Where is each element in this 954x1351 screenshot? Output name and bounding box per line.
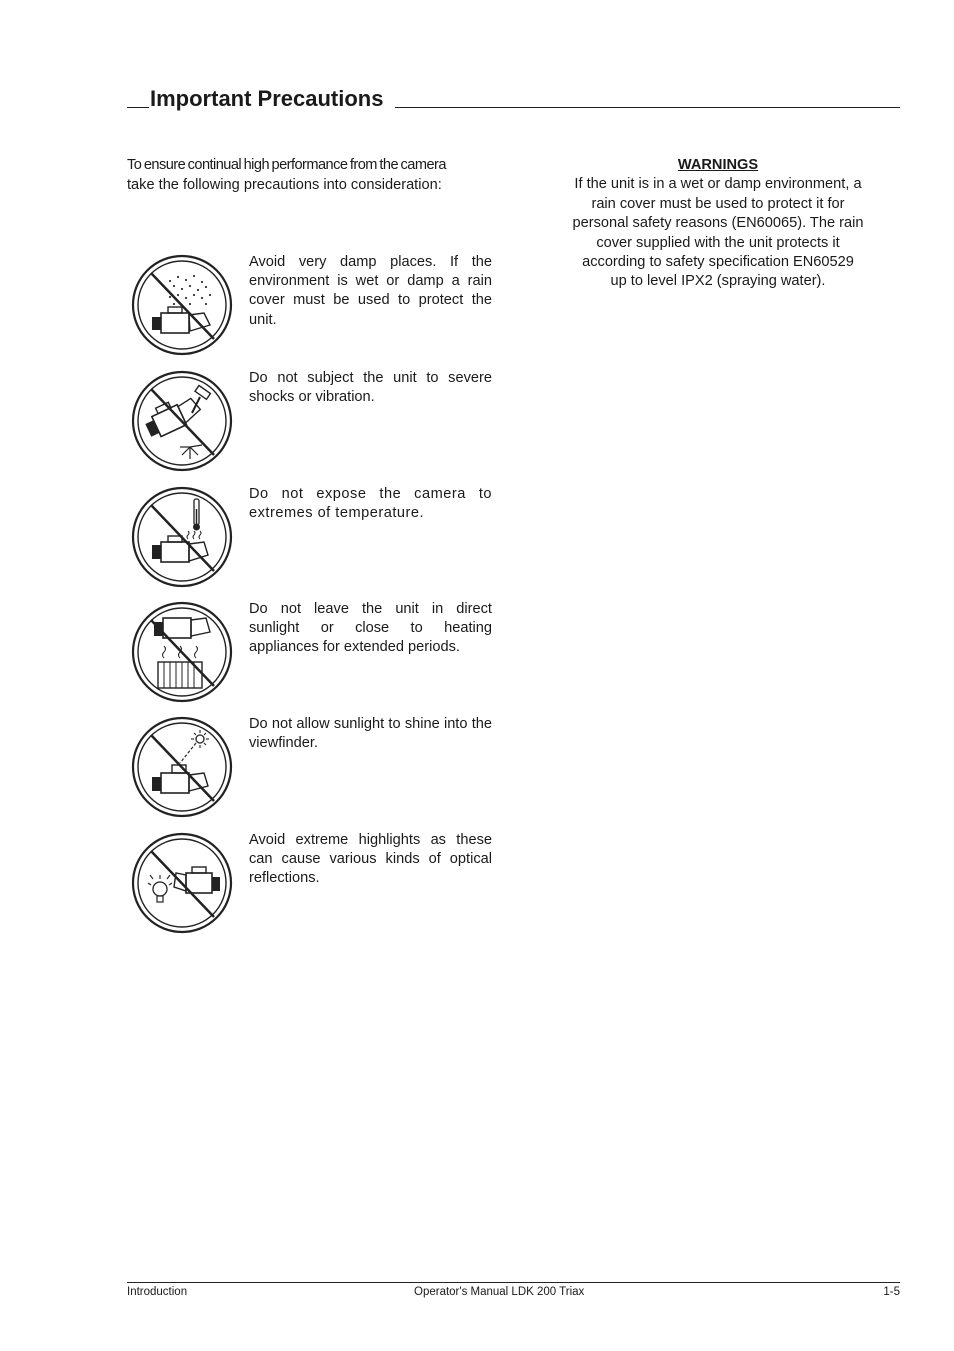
precaution-item bbox=[130, 253, 492, 357]
warnings-heading: WARNINGS bbox=[677, 157, 759, 173]
no-sun-viewfinder-icon bbox=[130, 715, 234, 819]
warnings-line: cover supplied with the unit protects it bbox=[596, 234, 840, 251]
footer-section: Introduction bbox=[127, 1286, 188, 1298]
no-heat-icon bbox=[130, 600, 234, 704]
warnings-line: If the unit is in a wet or damp environment, a bbox=[574, 176, 862, 193]
warnings-line: personal safety reasons (EN60065). The rain bbox=[572, 215, 864, 232]
precaution-item bbox=[130, 831, 492, 935]
precaution-item bbox=[130, 600, 492, 704]
precaution-text: Avoid very damp places. If the environment is wet or damp a rain cover must be used to protect the unit. bbox=[249, 254, 492, 328]
warnings-line: according to safety specification EN60529 bbox=[582, 254, 854, 271]
precaution-text: Do not leave the unit in direct sunlight or close to heating appliances for extended periods. bbox=[249, 601, 492, 656]
intro-line-2: take the following precautions into consideration: bbox=[127, 177, 442, 193]
page-title: Important Precautions bbox=[150, 86, 384, 111]
precaution-item bbox=[130, 715, 492, 819]
precaution-text: Do not expose the camera to extremes of temperature. bbox=[249, 486, 492, 522]
page-title-row bbox=[127, 86, 900, 112]
warnings-block bbox=[548, 156, 888, 292]
precaution-text: Do not subject the unit to severe shocks or vibration. bbox=[249, 370, 492, 406]
precaution-item bbox=[130, 485, 492, 589]
precaution-text: Avoid extreme highlights as these can cause various kinds of optical reflections. bbox=[249, 832, 492, 887]
no-temperature-icon bbox=[130, 485, 234, 589]
no-highlights-icon bbox=[130, 831, 234, 935]
warnings-line: rain cover must be used to protect it for bbox=[591, 195, 845, 212]
warnings-line: up to level IPX2 (spraying water). bbox=[610, 273, 826, 290]
no-shock-icon bbox=[130, 369, 234, 473]
precaution-item bbox=[130, 369, 492, 473]
title-lead-rule bbox=[127, 107, 149, 108]
page-number: 1-5 bbox=[883, 1286, 900, 1298]
no-rain-icon bbox=[130, 253, 234, 357]
title-rule bbox=[395, 107, 900, 108]
footer-rule bbox=[127, 1282, 900, 1283]
intro-line-1: To ensure continual high performance from the camera bbox=[127, 157, 446, 173]
precaution-text: Do not allow sunlight to shine into the viewfinder. bbox=[249, 716, 492, 752]
footer-manual-title: Operator's Manual LDK 200 Triax bbox=[414, 1286, 585, 1298]
intro-paragraph bbox=[127, 155, 491, 195]
